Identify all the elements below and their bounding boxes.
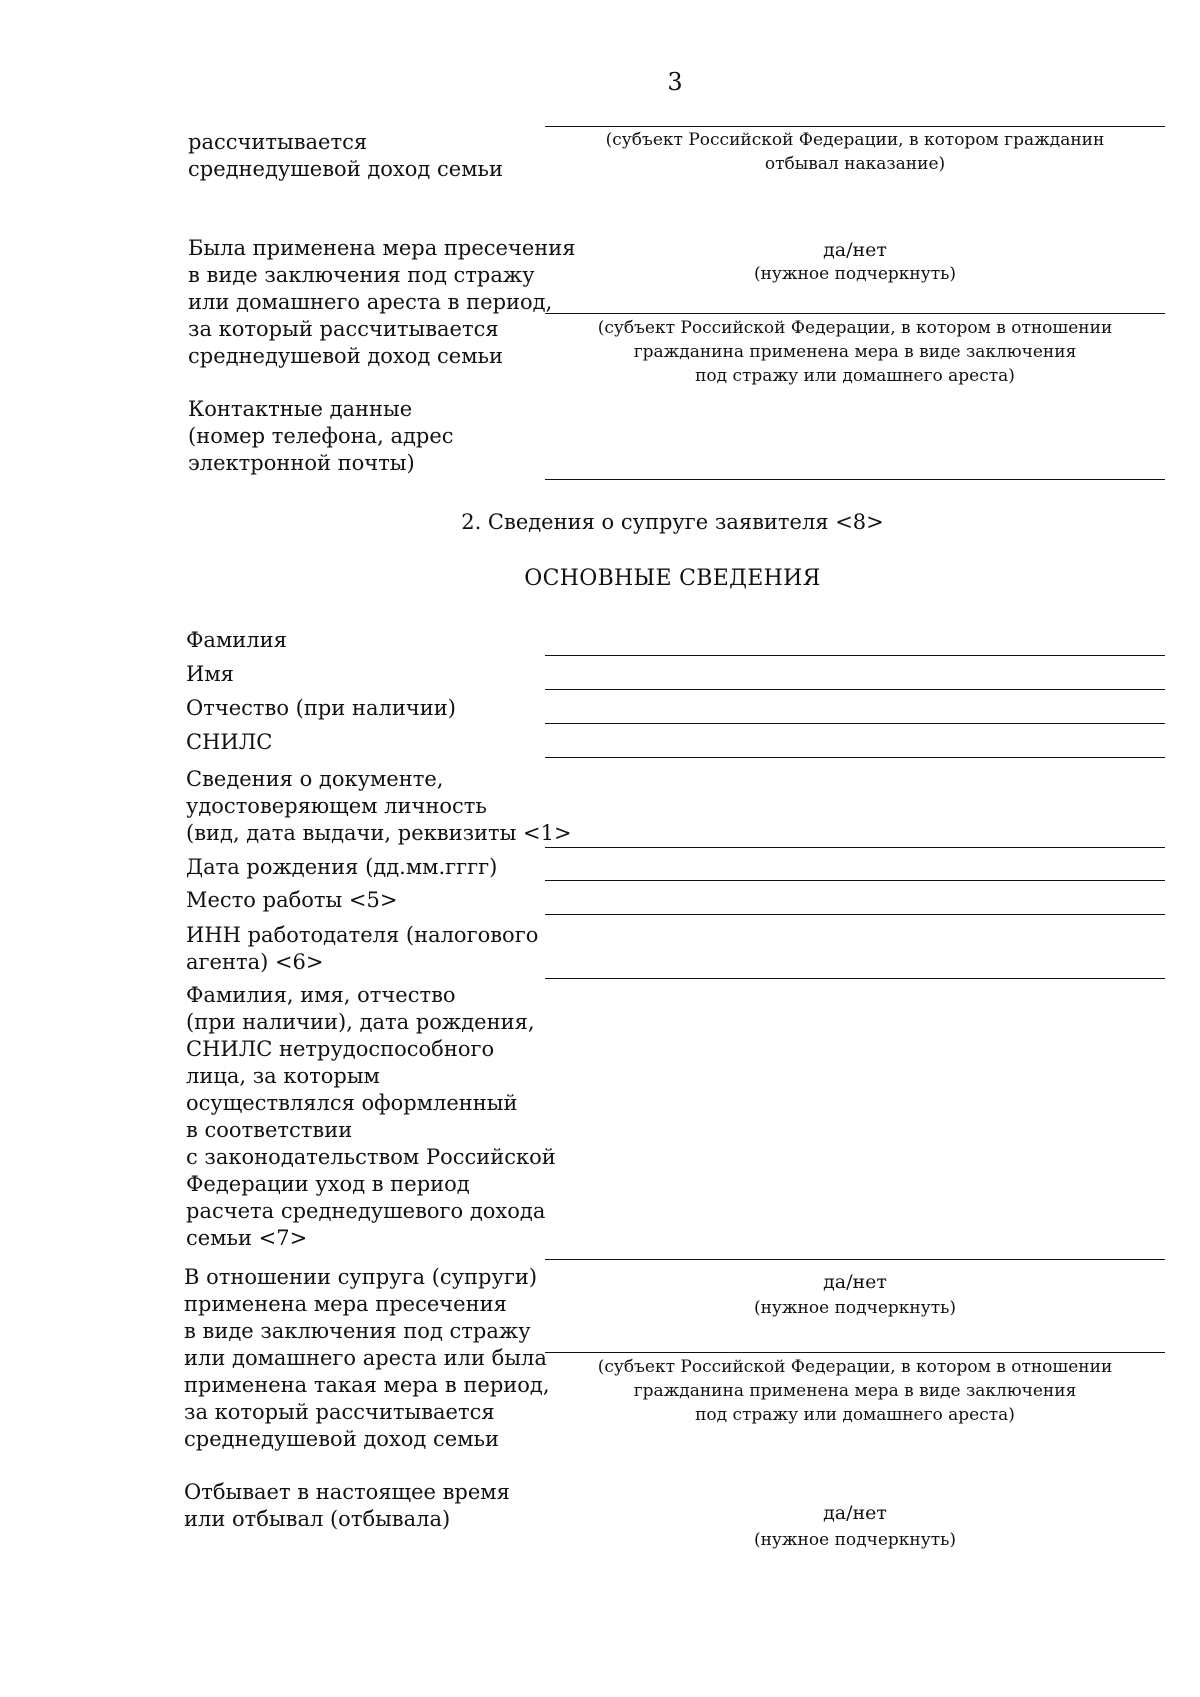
- subject-caption: (субъект Российской Федерации, в котором гражданин отбывал наказание): [605, 130, 1105, 174]
- snils-line[interactable]: [545, 757, 1165, 758]
- snils-label: СНИЛС: [186, 730, 273, 754]
- spouse-measure-caption: (субъект Российской Федерации, в котором в отношении гражданина применена мера в виде заключения под стражу или домашнего ареста): [597, 1357, 1113, 1425]
- serving-yes-no-choice[interactable]: да/нет: [823, 1502, 887, 1524]
- section2-subtitle: ОСНОВНЫЕ СВЕДЕНИЯ: [524, 566, 821, 591]
- contact-label: Контактные данные (номер телефона, адрес электронной почты): [188, 397, 454, 475]
- measure-label: Была применена мера пресечения в виде заключения под стражу или домашнего ареста в период, за который рассчитывается среднедушевой доход семьи: [188, 236, 576, 368]
- contact-line[interactable]: [545, 479, 1165, 480]
- care-line[interactable]: [545, 1259, 1165, 1260]
- spouse-yes-no-choice[interactable]: да/нет: [823, 1271, 887, 1293]
- id-doc-label: Сведения о документе, удостоверяющем личность (вид, дата выдачи, реквизиты <1>: [186, 767, 572, 845]
- section2-title: 2. Сведения о супруге заявителя <8>: [461, 510, 884, 534]
- measure-subject-line[interactable]: [545, 313, 1165, 314]
- income-calc-label: рассчитывается среднедушевой доход семьи: [188, 130, 503, 181]
- care-label: Фамилия, имя, отчество (при наличии), дата рождения, СНИЛС нетрудоспособного лица, за которым осуществлялся оформленный в соответствии с законодательством Российской Федерации уход в период расчета среднедушевого дохода семьи <7>: [186, 983, 556, 1250]
- serving-underline-hint: (нужное подчеркнуть): [753, 1530, 957, 1550]
- name-line[interactable]: [545, 689, 1165, 690]
- spouse-measure-label: В отношении супруга (супруги) применена мера пресечения в виде заключения под стражу или домашнего ареста или была применена такая мера в период, за который рассчитывается среднедушевой доход семьи: [184, 1265, 550, 1451]
- subject-line[interactable]: [545, 126, 1165, 127]
- patronymic-line[interactable]: [545, 723, 1165, 724]
- birth-date-line[interactable]: [545, 880, 1165, 881]
- id-doc-line[interactable]: [545, 847, 1165, 848]
- page-number: 3: [667, 68, 683, 96]
- employer-inn-label: ИНН работодателя (налогового агента) <6>: [186, 923, 539, 974]
- measure-caption: (субъект Российской Федерации, в котором в отношении гражданина применена мера в виде заключения под стражу или домашнего ареста): [597, 318, 1113, 386]
- workplace-line[interactable]: [545, 914, 1165, 915]
- birth-date-label: Дата рождения (дд.мм.гггг): [186, 855, 498, 879]
- patronymic-label: Отчество (при наличии): [186, 696, 456, 720]
- spouse-subject-line[interactable]: [545, 1352, 1165, 1353]
- employer-inn-line[interactable]: [545, 978, 1165, 979]
- surname-label: Фамилия: [186, 628, 287, 652]
- name-label: Имя: [186, 662, 234, 686]
- underline-hint: (нужное подчеркнуть): [753, 264, 957, 284]
- yes-no-choice[interactable]: да/нет: [823, 239, 887, 261]
- serving-label: Отбывает в настоящее время или отбывал (отбывала): [184, 1480, 510, 1531]
- spouse-underline-hint: (нужное подчеркнуть): [753, 1298, 957, 1318]
- surname-line[interactable]: [545, 655, 1165, 656]
- workplace-label: Место работы <5>: [186, 888, 398, 912]
